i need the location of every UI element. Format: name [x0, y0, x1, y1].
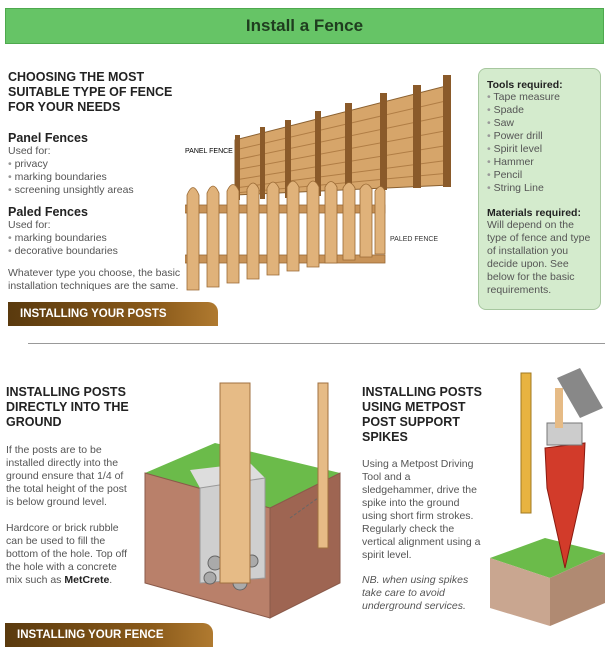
choosing-note: Whatever type you choose, the basic installation techniques are the same. [8, 267, 181, 292]
panel-fences-title: Panel Fences [8, 131, 88, 145]
paled-used-for: Used for: [8, 219, 51, 231]
section-divider [28, 343, 605, 344]
list-item: • Spirit level [487, 143, 592, 156]
materials-title: Materials required: [487, 207, 581, 219]
list-item: • privacy [8, 158, 183, 171]
panel-fence-label: PANEL FENCE [185, 148, 233, 155]
list-item: • decorative boundaries [8, 245, 183, 258]
spikes-section [362, 385, 482, 613]
paled-fences-title: Paled Fences [8, 205, 88, 219]
list-item: • Pencil [487, 169, 592, 182]
spikes-title: INSTALLING POSTS USING METPOST POST SUPPORT SPIKES [362, 385, 482, 444]
spikes-nb: NB. when using spikes take care to avoid underground services. [362, 574, 469, 612]
paled-uses-list [8, 232, 183, 258]
tools-materials-box [478, 68, 601, 310]
materials-text: Will depend on the type of fence and type of installation you decide upon. See below for the basic requirements. [487, 219, 591, 296]
tools-list [487, 91, 592, 195]
direct-p1: If the posts are to be installed directly into the ground ensure that 1/4 of the total height of the post is below ground level. [6, 444, 127, 508]
list-item: • Saw [487, 117, 592, 130]
list-item: • Tape measure [487, 91, 592, 104]
panel-uses-list [8, 158, 183, 197]
direct-title: INSTALLING POSTS DIRECTLY INTO THE GROUND [6, 385, 129, 429]
panel-fence-image [235, 75, 451, 200]
list-item: • marking boundaries [8, 171, 183, 184]
installing-posts-bar: INSTALLING YOUR POSTS [8, 302, 218, 326]
list-item: • Spade [487, 104, 592, 117]
list-item: • String Line [487, 182, 592, 195]
post-in-ground-image [140, 378, 350, 623]
list-item: • marking boundaries [8, 232, 183, 245]
direct-p2: Hardcore or brick rubble can be used to fill the bottom of the hole. Top off the hole with a concrete mix such as MetCrete. [6, 522, 128, 586]
installing-fence-bar: INSTALLING YOUR FENCE [5, 623, 213, 647]
page-header [5, 8, 604, 44]
choosing-section [8, 70, 183, 293]
fence-illustrations [185, 45, 475, 300]
list-item: • Power drill [487, 130, 592, 143]
panel-used-for: Used for: [8, 145, 51, 157]
list-item: • screening unsightly areas [8, 184, 183, 197]
list-item: • Hammer [487, 156, 592, 169]
spikes-p1: Using a Metpost Driving Tool and a sledgehammer, drive the spike into the ground using short firm strokes. Regularly check the vertical alignment using a spirit level. [362, 458, 481, 561]
tools-title: Tools required: [487, 79, 563, 91]
metcrete-product: MetCrete [64, 574, 110, 586]
paled-fence-label: PALED FENCE [390, 236, 439, 243]
direct-section [6, 385, 136, 587]
page-title: Install a Fence [245, 16, 364, 35]
choosing-title: CHOOSING THE MOST SUITABLE TYPE OF FENCE FOR YOUR NEEDS [8, 70, 173, 114]
metpost-spike-image [485, 368, 610, 628]
